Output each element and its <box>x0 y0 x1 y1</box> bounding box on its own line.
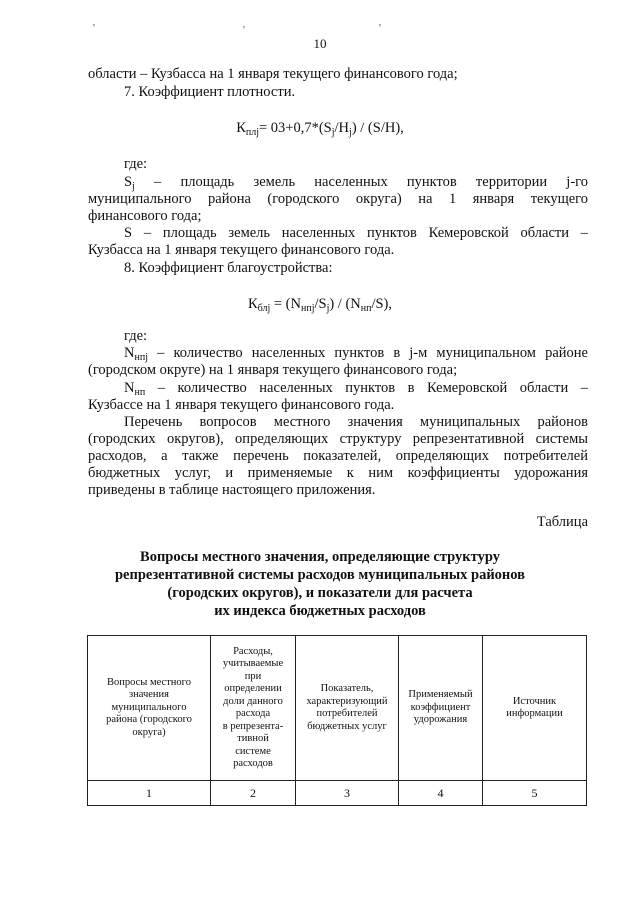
header-cell-line: расходов <box>233 758 273 769</box>
header-cell-line: Показатель, <box>320 683 374 694</box>
column-number: 4 <box>399 781 483 806</box>
s-definition-line2: Кузбасса на 1 января текущего финансового года. <box>88 242 395 258</box>
item8-heading: 8. Коэффициент благоустройства: <box>124 260 333 276</box>
header-cell-source <box>483 636 587 781</box>
header-cell-questions <box>88 636 211 781</box>
header-cell-line: Применяемый <box>408 689 473 701</box>
sj-definition-line1: $S_j$ – площадь земель населенных пунктов территории j-го <box>124 174 588 192</box>
table-title-line: их индекса бюджетных расходов <box>214 603 426 619</box>
column-number: 3 <box>296 781 399 806</box>
header-cell-line: Источник <box>512 695 557 707</box>
table-header-row <box>88 636 587 781</box>
paragraph-line: приведены в таблице настоящего приложения. <box>88 482 376 498</box>
header-cell-line: удорожания <box>413 714 468 726</box>
header-cell-line: тивной <box>237 733 269 744</box>
nnpj-definition-line1: $N_{нпј}$ – количество населенных пунктов в j-м муниципальном районе <box>124 345 588 363</box>
header-cell-line: муниципального <box>111 701 187 713</box>
page-number: 10 <box>313 36 327 51</box>
table-title-line: Вопросы местного значения, определяющие структуру <box>140 549 500 565</box>
s-definition-line1: S – площадь земель населенных пунктов Кемеровской области – <box>124 225 588 241</box>
intro-line: области – Кузбасса на 1 января текущего финансового года; <box>88 66 458 82</box>
column-number: 2 <box>211 781 296 806</box>
nnp-definition-line1: $N_{нп}$ – количество населенных пунктов в Кемеровской области – <box>124 380 588 398</box>
table-title-line: (городских округов), и показатели для расчета <box>167 585 473 601</box>
header-cell-line: значения <box>128 689 170 701</box>
table-number-row <box>88 781 587 806</box>
header-cell-line: Расходы, <box>233 645 273 657</box>
header-cell-line: потребителей <box>316 708 378 719</box>
paragraph-line: Перечень вопросов местного значения муниципальных районов <box>124 414 588 430</box>
table-title-line: репрезентативной системы расходов муниципальных районов <box>114 567 526 583</box>
header-cell-line: бюджетных услуг <box>307 720 387 732</box>
paragraph-line: бюджетных услуг, и применяемые к ним коэффициенты удорожания <box>88 465 588 481</box>
paragraph-line: (городских округов), определяющих структуру репрезентативной системы <box>88 431 588 447</box>
item7-heading: 7. Коэффициент плотности. <box>124 84 296 100</box>
where-label: где: <box>124 156 148 172</box>
table-caption: Таблица <box>536 514 588 530</box>
column-number: 1 <box>88 781 211 806</box>
sj-definition-line3: финансового года; <box>88 208 202 224</box>
header-cell-coefficient <box>399 636 483 781</box>
budget-table <box>87 635 587 806</box>
improvement-formula: $К_{блј} = (N_{нпј}/S_j) / (N_{нп}/S)$, <box>247 296 393 314</box>
sj-definition-line2: муниципального района (городского округа) на 1 января текущего <box>88 191 588 207</box>
header-cell-line: системе <box>235 745 271 757</box>
scan-mark: ’ <box>242 24 246 36</box>
header-cell-line: характеризующий <box>306 695 388 707</box>
nnpj-definition-line2: (городском округе) на 1 января текущего финансового года; <box>88 362 458 378</box>
header-cell-line: информации <box>506 708 563 719</box>
nnp-definition-line2: Кузбассе на 1 января текущего финансового года. <box>88 397 395 413</box>
header-cell-line: доли данного <box>223 695 283 707</box>
scan-mark: ’ <box>92 22 96 34</box>
header-cell-line: расхода <box>235 708 271 719</box>
header-cell-line: определении <box>224 683 282 694</box>
header-cell-indicator <box>296 636 399 781</box>
header-cell-line: при <box>244 670 262 682</box>
column-number: 5 <box>483 781 587 806</box>
density-formula: $К_{плј}= 03+0,7*(S_j/H_j) / (S/H)$, <box>236 120 404 138</box>
where-label: где: <box>124 328 148 344</box>
header-cell-line: района (городского <box>106 714 192 726</box>
header-cell-line: округа) <box>132 726 166 738</box>
header-cell-line: в репрезента- <box>222 720 284 732</box>
header-cell-line: коэффициент <box>410 701 471 713</box>
header-cell-expenses <box>211 636 296 781</box>
scan-mark: ’ <box>378 22 382 34</box>
header-cell-line: Вопросы местного <box>107 676 191 688</box>
paragraph-line: расходов, а также перечень показателей, определяющих потребителей <box>88 448 588 464</box>
header-cell-line: учитываемые <box>222 658 284 669</box>
